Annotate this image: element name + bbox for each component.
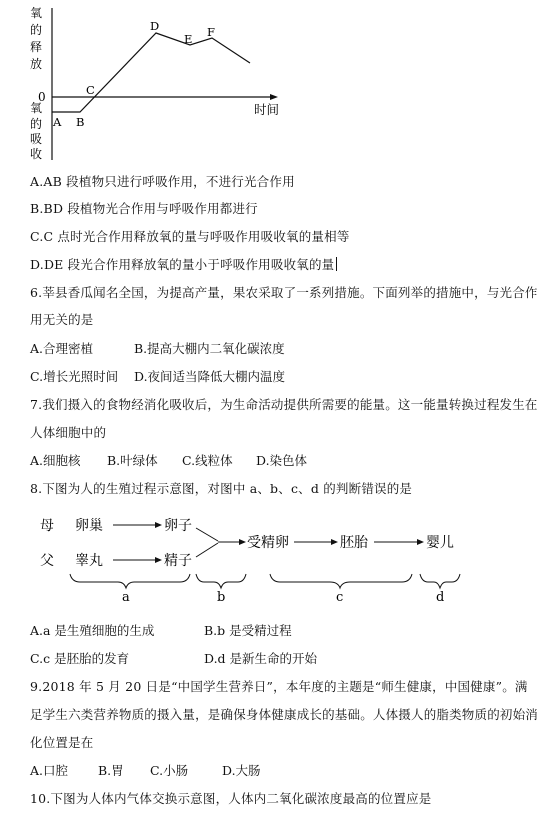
graph-point-a: A — [53, 115, 62, 129]
graph-point-c: C — [86, 83, 95, 97]
graph-ylabel-top-4: 放 — [30, 57, 43, 71]
arrow-ovary-egg-head — [155, 522, 162, 528]
q8-stem: 8.下图为人的生殖过程示意图，对图中 a、b、c、d 的判断错误的是 — [30, 481, 413, 496]
q9-stem-2: 足学生六类营养物质的摄入量，是确保身体健康成长的基础。人体摄人的脂类物质的初始消 — [30, 707, 539, 722]
arrow-to-zygote-head — [239, 539, 246, 545]
diagram-father: 父 — [40, 553, 54, 569]
graph-ylabel-top-1: 氧 — [30, 6, 43, 20]
brace-label-d: d — [436, 590, 445, 605]
diagram-testis: 睾丸 — [75, 553, 103, 569]
q9-option-c: C.小肠 — [150, 763, 189, 778]
q5-option-c: C.C 点时光合作用释放氧的量与呼吸作用吸收氧的量相等 — [30, 229, 350, 244]
diagram-embryo: 胚胎 — [340, 535, 368, 551]
converge-egg — [196, 528, 218, 541]
graph-origin-label: 0 — [38, 90, 46, 104]
q9-option-b: B.胃 — [98, 763, 124, 778]
q8-option-c: C.c 是胚胎的发育 — [30, 651, 130, 666]
q7-stem-1: 7.我们摄入的食物经消化吸收后，为生命活动提供所需要的能量。这一能量转换过程发生在 — [30, 397, 538, 412]
brace-b — [196, 574, 246, 588]
q6-option-a: A.合理密植 — [30, 341, 94, 356]
q10-stem: 10.下图为人体内气体交换示意图，人体内二氧化碳浓度最高的位置应是 — [30, 791, 432, 806]
graph-curve — [52, 33, 250, 112]
brace-label-b: b — [217, 590, 226, 605]
diagram-sperm: 精子 — [164, 553, 192, 569]
arrow-testis-sperm-head — [155, 557, 162, 563]
q8-option-a: A.a 是生殖细胞的生成 — [30, 623, 155, 638]
q9-stem-1: 9.2018 年 5 月 20 日是“中国学生营养日”，本年度的主题是“师生健康，中国健康”。满 — [30, 679, 528, 694]
q8-option-b: B.b 是受精过程 — [204, 623, 292, 638]
arrow-embryo-baby-head — [417, 539, 424, 545]
graph-point-f: F — [207, 25, 215, 39]
q6-stem-1: 6.莘县香瓜闻名全国，为提高产量，果农采取了一系列措施。下面列举的措施中，与光合作 — [30, 285, 538, 300]
q9-option-d: D.大肠 — [222, 763, 261, 778]
q7-option-d: D.染色体 — [256, 453, 308, 468]
q6-option-c: C.增长光照时间 — [30, 369, 119, 384]
graph-ylabel-bottom-2: 的 — [30, 117, 43, 131]
reproduction-diagram — [0, 508, 559, 608]
brace-label-c: c — [336, 590, 344, 605]
graph-ylabel-top-3: 释 — [30, 40, 43, 54]
arrow-zygote-embryo-head — [331, 539, 338, 545]
graph-ylabel-bottom-3: 吸 — [30, 132, 43, 146]
graph-ylabel-bottom-4: 收 — [30, 147, 43, 161]
brace-a — [70, 574, 190, 588]
graph-ylabel-top-2: 的 — [30, 23, 43, 37]
diagram-ovary: 卵巢 — [75, 518, 103, 534]
graph-xlabel: 时间 — [254, 102, 280, 117]
q5-option-d-text: D.DE 段光合作用释放氧的量小于呼吸作用吸收氧的量 — [30, 257, 335, 272]
q7-stem-2: 人体细胞中的 — [30, 425, 107, 440]
text-cursor — [336, 257, 337, 271]
q6-option-d: D.夜间适当降低大棚内温度 — [134, 369, 286, 384]
brace-c — [270, 574, 412, 588]
graph-point-d: D — [150, 19, 160, 33]
graph-point-b: B — [76, 115, 85, 129]
diagram-zygote: 受精卵 — [247, 535, 289, 551]
graph-point-e: E — [184, 32, 193, 46]
q7-option-b: B.叶绿体 — [107, 453, 158, 468]
converge-sperm — [196, 543, 218, 557]
q9-option-a: A.口腔 — [30, 763, 69, 778]
q7-option-a: A.细胞核 — [30, 453, 81, 468]
graph-ylabel-bottom-1: 氧 — [30, 101, 43, 115]
q5-option-a: A.AB 段植物只进行呼吸作用，不进行光合作用 — [30, 174, 295, 189]
q5-option-d — [30, 255, 337, 273]
q8-option-d: D.d 是新生命的开始 — [204, 651, 318, 666]
q6-stem-2: 用无关的是 — [30, 312, 94, 327]
q6-option-b: B.提高大棚内二氧化碳浓度 — [134, 341, 285, 356]
q7-option-c: C.线粒体 — [182, 453, 233, 468]
brace-d — [420, 574, 460, 588]
q9-stem-3: 化位置是在 — [30, 735, 94, 750]
q5-option-b: B.BD 段植物光合作用与呼吸作用都进行 — [30, 201, 258, 216]
diagram-egg: 卵子 — [164, 518, 192, 534]
diagram-baby: 婴儿 — [426, 535, 454, 551]
graph-x-arrow — [270, 94, 278, 100]
brace-label-a: a — [122, 590, 130, 605]
oxygen-graph — [0, 0, 559, 165]
diagram-mother: 母 — [40, 518, 54, 534]
